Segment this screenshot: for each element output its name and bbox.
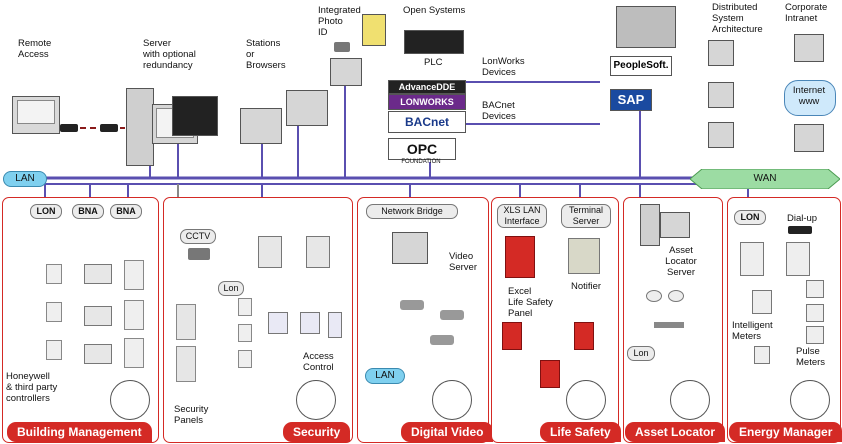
cctv-tag: CCTV: [180, 229, 216, 244]
pulse-meters-label: Pulse Meters: [796, 346, 826, 368]
video-camera-2-icon: [440, 310, 464, 320]
fire-panel-3: [540, 360, 560, 388]
server-tower: [126, 88, 154, 166]
video-icon: [432, 380, 472, 420]
intelligent-meters-label: Intelligent Meters: [732, 320, 773, 342]
panel-asset-title: Asset Locator: [625, 422, 725, 442]
station-monitor1: [240, 108, 282, 144]
security-controller-1: [258, 236, 282, 268]
bldg-bna-tag-2: BNA: [110, 204, 142, 219]
video-camera-3-icon: [430, 335, 454, 345]
panel-life-title: Life Safety: [540, 422, 621, 442]
bldg-xl-2: [84, 306, 112, 326]
opc-logo: OPC: [388, 138, 456, 160]
corp-monitor-2: [794, 124, 824, 152]
corp-monitor-1: [794, 34, 824, 62]
fire-panel-2: [574, 322, 594, 350]
bldg-controller-1: [46, 264, 62, 284]
security-lon-tag: Lon: [218, 281, 244, 296]
notifier-label: Notifier: [571, 281, 602, 292]
energy-panel-2: [786, 242, 810, 276]
terminal-server-tag: Terminal Server: [561, 204, 611, 228]
excel-label: Excel Life Safety Panel: [508, 286, 553, 319]
station-monitor2: [286, 90, 328, 126]
lonworks-logo: LONWORKS: [388, 94, 466, 110]
energy-panel-1: [740, 242, 764, 276]
open-systems-label: Open Systems: [403, 5, 466, 16]
opc-subtext: FOUNDATION: [401, 159, 441, 165]
panel-energy-title: Energy Manager: [729, 422, 842, 442]
photo-id-monitor: [330, 58, 362, 86]
access-control-label: Access Control: [303, 351, 334, 373]
modem-right-icon: [100, 124, 118, 132]
bldg-controller-3: [46, 340, 62, 360]
lonworks-devices-label: LonWorks Devices: [482, 56, 525, 78]
panel-building-title: Building Management: [7, 422, 152, 442]
fire-panel-1: [502, 322, 522, 350]
asset-monitor: [660, 212, 690, 238]
xls-lan-tag: XLS LAN Interface: [497, 204, 547, 228]
bacnet-logo: BACnet: [388, 111, 466, 133]
stations-label: Stations or Browsers: [246, 38, 286, 71]
security-controller-2: [306, 236, 330, 268]
access-reader-2: [300, 312, 320, 334]
internet-label: Internet www: [792, 85, 826, 107]
remote-access-label: Remote Access: [18, 38, 52, 60]
meter-4: [806, 326, 824, 344]
security-panels-label: Security Panels: [174, 404, 209, 426]
bldg-lon-tag: LON: [30, 204, 62, 219]
erp-servers: [616, 6, 676, 48]
energy-lon-tag: LON: [734, 210, 766, 225]
energy-icon: [790, 380, 830, 420]
security-icon: [296, 380, 336, 420]
asset-lon-tag: Lon: [627, 346, 655, 361]
security-device-3: [238, 350, 252, 368]
security-panel-1: [176, 304, 196, 340]
photo-id-camera-icon: [334, 42, 350, 52]
bldg-controller-2: [46, 302, 62, 322]
excel-panel: [505, 236, 535, 278]
video-lan-badge: LAN: [365, 368, 405, 384]
asset-server-label: Asset Locator Server: [665, 245, 697, 278]
notifier-device: [568, 238, 600, 274]
asset-tag-icon: [654, 322, 684, 328]
photo-id-label: Integrated Photo ID: [318, 5, 361, 38]
security-panel-2: [176, 346, 196, 382]
asset-icon: [670, 380, 710, 420]
meter-1: [752, 290, 772, 314]
meter-2: [806, 280, 824, 298]
plc-label: PLC: [424, 57, 443, 68]
video-server-label: Video Server: [449, 251, 477, 273]
bldg-panel-3: [124, 338, 144, 368]
remote-laptop-screen: [17, 100, 55, 124]
server-label: Server with optional redundancy: [143, 38, 196, 71]
wan-stack-2: [708, 82, 734, 108]
meter-3: [806, 304, 824, 322]
bldg-panel-1: [124, 260, 144, 290]
security-device-2: [238, 324, 252, 342]
sap-logo: SAP: [610, 89, 652, 111]
building-icon: [110, 380, 150, 420]
wan-stack-3: [708, 122, 734, 148]
security-device-1: [238, 298, 252, 316]
cctv-camera-icon: [188, 248, 210, 260]
panel-security-title: Security: [283, 422, 350, 442]
life-safety-icon: [566, 380, 606, 420]
dialup-modem-icon: [788, 226, 812, 234]
bacnet-devices-label: BACnet Devices: [482, 100, 516, 122]
photo-id-printer-icon: [362, 14, 386, 46]
wan-stack-1: [708, 40, 734, 66]
distributed-label: Distributed System Architecture: [712, 2, 763, 35]
network-bridge-tag: Network Bridge: [366, 204, 458, 219]
asset-sensor-2-icon: [668, 290, 684, 302]
video-camera-1-icon: [400, 300, 424, 310]
asset-server-tower: [640, 204, 660, 246]
bldg-xl-1: [84, 264, 112, 284]
meter-5: [754, 346, 770, 364]
plc-rack: [404, 30, 464, 54]
bldg-bna-tag-1: BNA: [72, 204, 104, 219]
server-monitor2: [172, 96, 218, 136]
video-monitor: [392, 232, 428, 264]
bldg-caption: Honeywell & third party controllers: [6, 371, 58, 404]
wan-label: WAN: [753, 173, 777, 184]
corporate-label: Corporate Intranet: [785, 2, 828, 24]
asset-sensor-1-icon: [646, 290, 662, 302]
peoplesoft-logo: PeopleSoft.: [610, 56, 672, 76]
access-reader-1: [268, 312, 288, 334]
advancedde-logo: AdvanceDDE: [388, 80, 466, 94]
remote-laptop: [12, 96, 60, 134]
bldg-panel-2: [124, 300, 144, 330]
panel-video-title: Digital Video: [401, 422, 493, 442]
access-reader-3: [328, 312, 342, 338]
modem-left-icon: [60, 124, 78, 132]
lan-badge: LAN: [3, 171, 47, 187]
dialup-label: Dial-up: [787, 213, 818, 224]
bldg-xl-3: [84, 344, 112, 364]
